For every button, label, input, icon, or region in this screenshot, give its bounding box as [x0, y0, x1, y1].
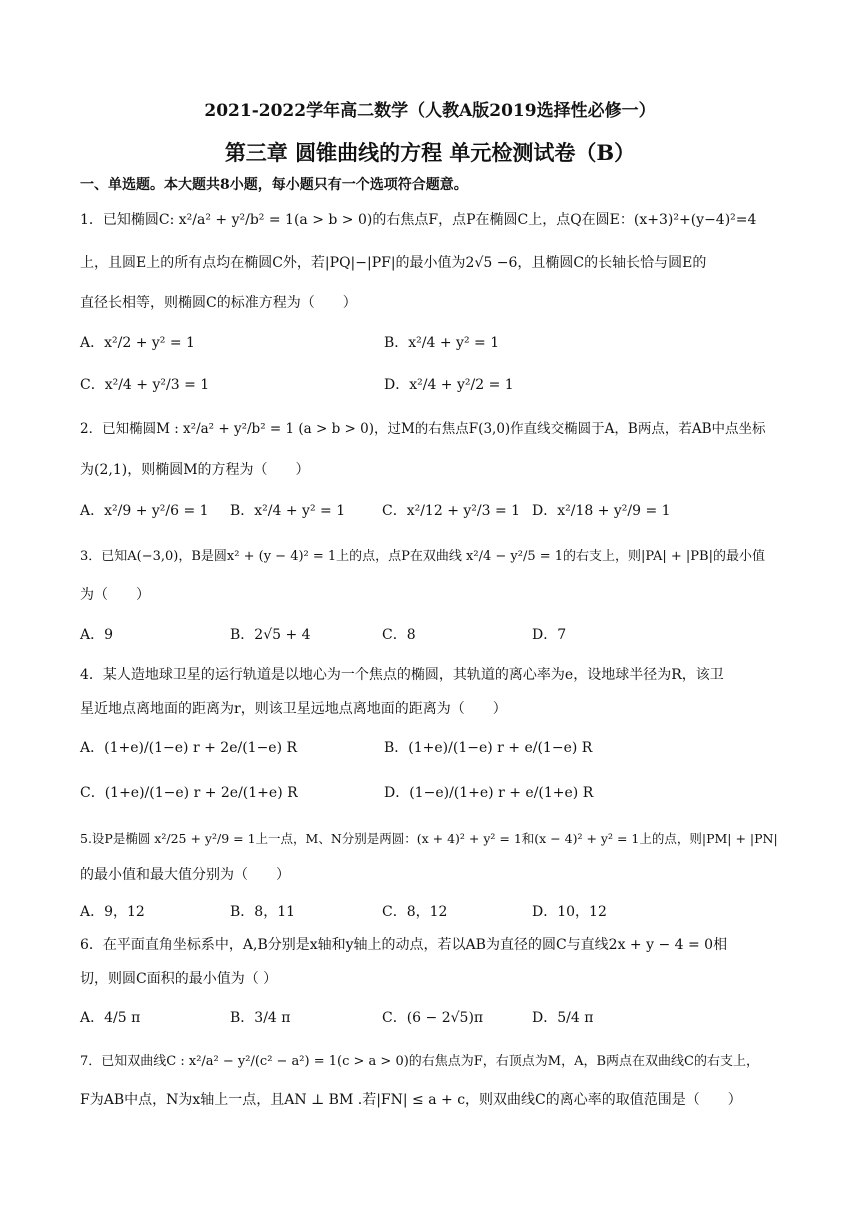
q2-stem-line2: 为(2,1)，则椭圆M的方程为（ ）	[80, 462, 310, 478]
q6-stem-line2: 切，则圆C面积的最小值为（ ）	[80, 971, 278, 987]
chapter-title: 第三章 圆锥曲线的方程 单元检测试卷（B）	[224, 140, 636, 165]
q4-option-d: D．(1−e)/(1+e) r + e/(1+e) R	[384, 785, 594, 801]
q1-stem-line3: 直径长相等，则椭圆C的标准方程为（ ）	[80, 295, 357, 311]
q1-stem-line2: 上，且圆E上的所有点均在椭圆C外，若|PQ|−|PF|的最小值为2√5 −6，且椭圆C的长轴长恰与圆E的	[80, 255, 707, 271]
q3-stem-line1: 3．已知A(−3,0)，B是圆x² + (y − 4)² = 1上的点，点P在双曲线 x²/4 − y²/5 = 1的右支上，则|PA| + |PB|的最小值	[80, 549, 765, 564]
q5-stem-line2: 的最小值和最大值分别为（ ）	[80, 867, 290, 883]
section-heading: 一、单选题。本大题共8小题，每小题只有一个选项符合题意。	[80, 177, 468, 193]
q7-stem-line1: 7．已知双曲线C : x²/a² − y²/(c² − a²) = 1(c > a > 0)的右焦点为F，右顶点为M，A，B两点在双曲线C的右支上，	[80, 1054, 760, 1069]
q2-option-a: A．x²/9 + y²/6 = 1	[80, 503, 209, 519]
q3-option-b: B．2√5 + 4	[230, 627, 311, 643]
q5-option-d: D．10，12	[532, 904, 607, 920]
q3-stem-line2: 为（ ）	[80, 587, 150, 603]
q3-option-d: D．7	[532, 627, 567, 643]
q4-stem-line2: 星近地点离地面的距离为r，则该卫星远地点离地面的距离为（ ）	[80, 701, 507, 717]
q5-option-c: C．8，12	[382, 904, 448, 920]
q2-option-d: D．x²/18 + y²/9 = 1	[532, 503, 671, 519]
q1-option-d: D．x²/4 + y²/2 = 1	[384, 377, 514, 393]
q6-stem-line1: 6．在平面直角坐标系中，A,B分别是x轴和y轴上的动点，若以AB为直径的圆C与直线2x + y − 4 = 0相	[80, 937, 728, 953]
document-title: 2021-2022学年高二数学（人教A版2019选择性必修一）	[204, 101, 656, 121]
q3-option-c: C．8	[382, 627, 416, 643]
q4-option-a: A．(1+e)/(1−e) r + 2e/(1−e) R	[80, 740, 298, 756]
q2-option-b: B．x²/4 + y² = 1	[230, 503, 346, 519]
q1-stem-line1: 1．已知椭圆C: x²/a² + y²/b² = 1(a > b > 0)的右焦点F，点P在椭圆C上，点Q在圆E：(x+3)²+(y−4)²=4	[80, 212, 757, 228]
q6-option-d: D．5/4 π	[532, 1010, 594, 1026]
q4-stem-line1: 4．某人造地球卫星的运行轨道是以地心为一个焦点的椭圆，其轨道的离心率为e，设地球半径为R，该卫	[80, 667, 724, 683]
q5-stem-line1: 5.设P是椭圆 x²/25 + y²/9 = 1上一点，M、N分别是两圆：(x + 4)² + y² = 1和(x − 4)² + y² = 1上的点，则|PM| + |PN|	[80, 831, 778, 846]
q2-stem-line1: 2．已知椭圆M : x²/a² + y²/b² = 1 (a > b > 0)，过M的右焦点F(3,0)作直线交椭圆于A，B两点，若AB中点坐标	[80, 421, 766, 437]
q1-option-c: C．x²/4 + y²/3 = 1	[80, 377, 210, 393]
q6-option-c: C．(6 − 2√5)π	[382, 1010, 484, 1026]
q1-option-a: A．x²/2 + y² = 1	[80, 335, 195, 351]
q6-option-b: B．3/4 π	[230, 1010, 291, 1026]
q3-option-a: A．9	[80, 627, 114, 643]
q7-stem-line2: F为AB中点，N为x轴上一点，且AN ⊥ BM .若|FN| ≤ a + c，则双曲线C的离心率的取值范围是（ ）	[80, 1092, 742, 1108]
q5-option-b: B．8，11	[230, 904, 296, 920]
q4-option-c: C．(1+e)/(1−e) r + 2e/(1+e) R	[80, 785, 298, 801]
q5-option-a: A．9，12	[80, 904, 145, 920]
q6-option-a: A．4/5 π	[80, 1010, 141, 1026]
q1-option-b: B．x²/4 + y² = 1	[384, 335, 500, 351]
q2-option-c: C．x²/12 + y²/3 = 1	[382, 503, 521, 519]
q4-option-b: B．(1+e)/(1−e) r + e/(1−e) R	[384, 740, 593, 756]
